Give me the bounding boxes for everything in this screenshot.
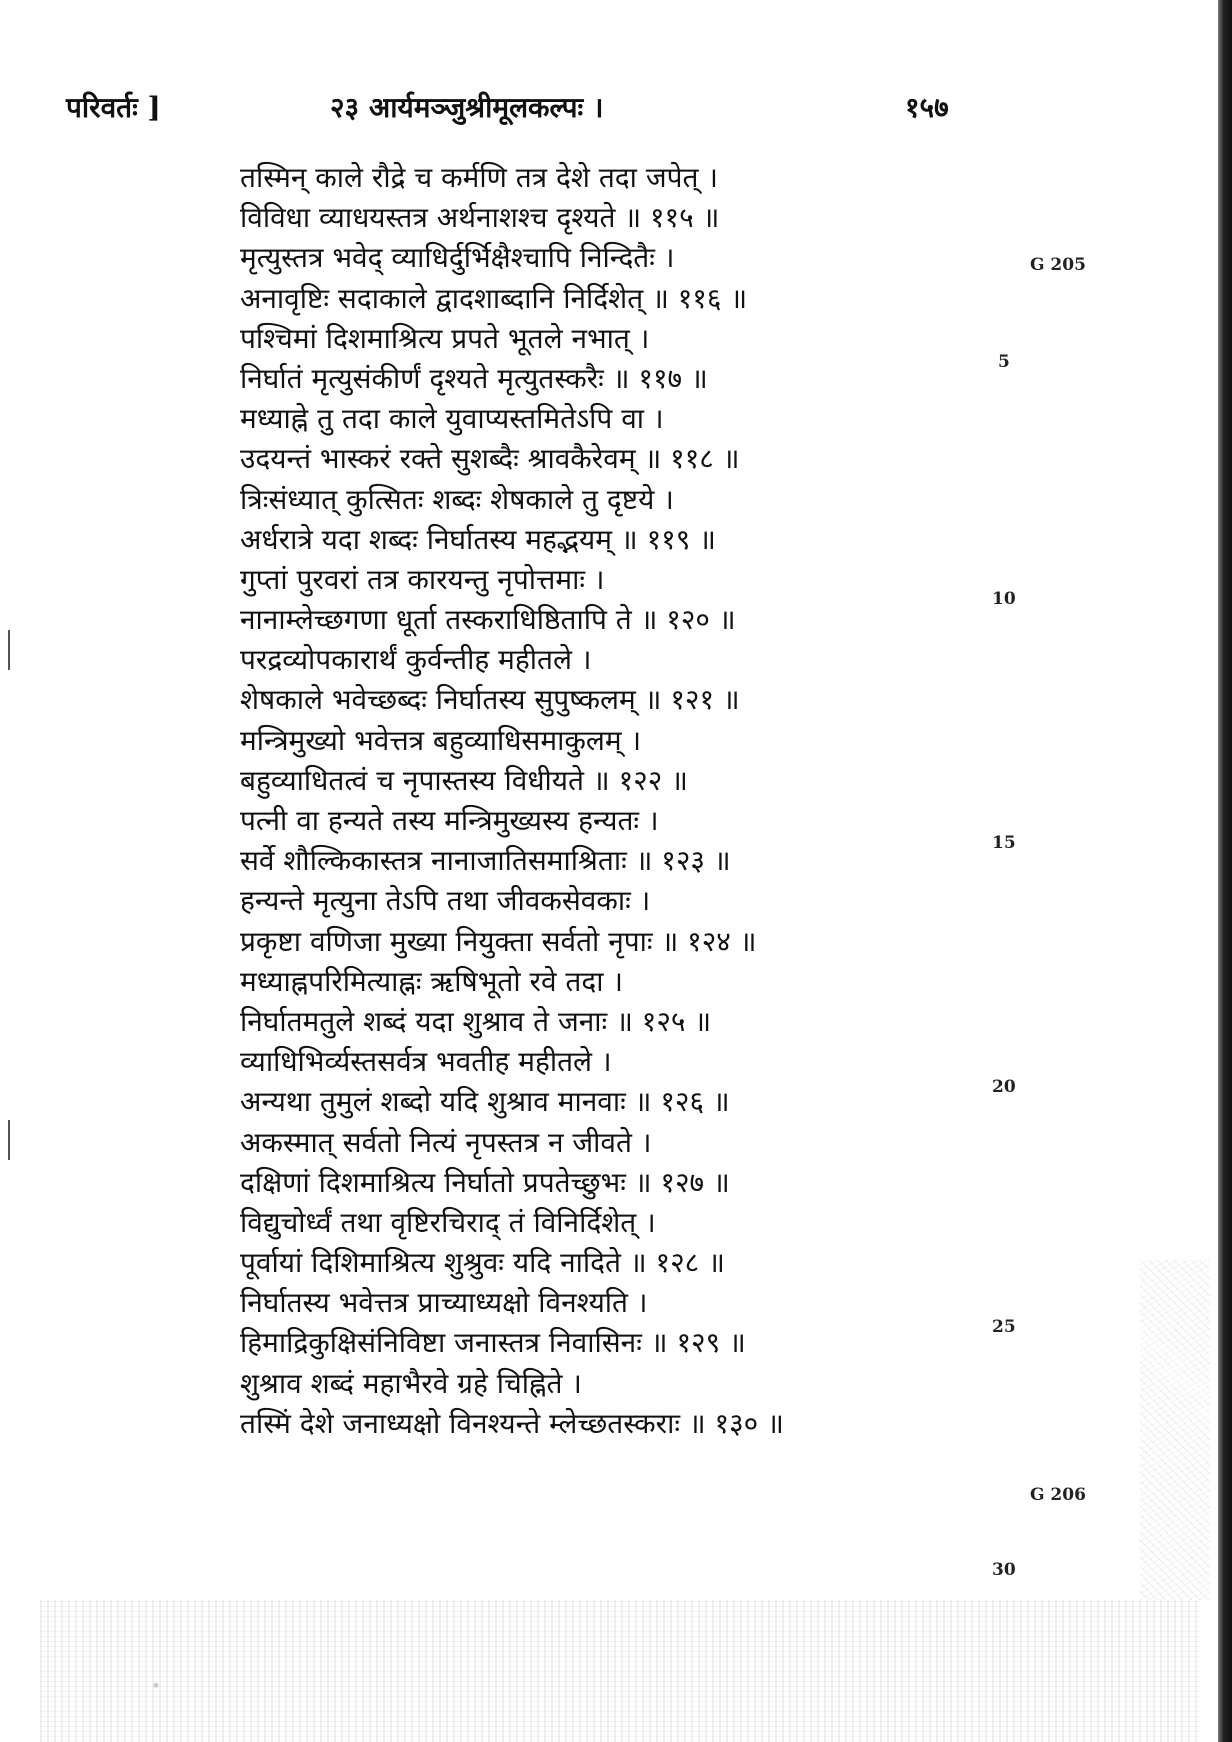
verse-line: तस्मिन् काले रौद्रे च कर्मणि तत्र देशे तदा जपेत् ।: [240, 161, 718, 194]
page-number: १५७: [905, 91, 949, 124]
verse-line: प्रकृष्टा वणिजा मुख्या नियुक्ता सर्वतो नृपाः ॥ १२४ ॥: [240, 924, 757, 958]
verse-line: पश्चिमां दिशमाश्रित्य प्रपते भूतले नभात् ।: [240, 321, 650, 355]
chapter-label: परिवर्तः ]: [66, 91, 161, 124]
verse-line: बहुव्याधितत्वं च नृपास्तस्य विधीयते ॥ १२२ ॥: [240, 763, 688, 797]
verse-line: शेषकाले भवेच्छब्दः निर्घातस्य सुपुष्कलम् ॥ १२१ ॥: [240, 683, 740, 717]
verse-line: विविधा व्याधयस्तत्र अर्थनाशश्च दृश्यते ॥ ११५ ॥: [240, 201, 720, 235]
verse-line: निर्घातं मृत्युसंकीर्णं दृश्यते मृत्युतस्करैः ॥ ११७ ॥: [240, 361, 708, 395]
verse-line: अन्यथा तुमुलं शब्दो यदि शुश्राव मानवाः ॥ १२६ ॥: [240, 1085, 730, 1119]
verse-line: पत्नी वा हन्यते तस्य मन्त्रिमुख्यस्य हन्यतः ।: [240, 804, 659, 837]
verse-line: मध्याह्ने तु तदा काले युवाप्यस्तमितेऽपि वा ।: [240, 402, 664, 436]
verse-line: परद्रव्योपकारार्थं कुर्वन्तीह महीतले ।: [240, 643, 592, 677]
verse-line: उदयन्तं भास्करं रक्ते सुशब्दैः श्रावकैरेवम् ॥ ११८ ॥: [240, 442, 740, 476]
verse-line: तस्मिं देशे जनाध्यक्षो विनश्यन्ते म्लेच्छतस्कराः ॥ १३० ॥: [240, 1406, 784, 1440]
verse-line: अकस्मात् सर्वतो नित्यं नृपस्तत्र न जीवते ।: [240, 1125, 652, 1159]
margin-ref-g206: G 206: [1030, 1485, 1086, 1505]
verse-line: हन्यन्ते मृत्युना तेऽपि तथा जीवकसेवकाः ।: [240, 884, 651, 918]
verse-line: मध्याह्नपरिमित्याह्नः ऋषिभूतो रवे तदा ।: [240, 964, 623, 998]
verse-line: मन्त्रिमुख्यो भवेत्तत्र बहुव्याधिसमाकुलम् ।: [240, 723, 642, 757]
verse-line: त्रिःसंध्यात् कुत्सितः शब्दः शेषकाले तु दृष्टये ।: [240, 482, 674, 516]
verse-line: नानाम्लेच्छगणा धूर्ता तस्कराधिष्ठितापि ते ॥ १२० ॥: [240, 603, 736, 637]
verse-line: निर्घातस्य भवेत्तत्र प्राच्याध्यक्षो विनश्यति ।: [240, 1286, 648, 1320]
verse-line: शुश्राव शब्दं महाभैरवे ग्रहे चिह्निते ।: [240, 1366, 582, 1400]
verse-line: सर्वे शौल्किकास्तत्र नानाजातिसमाश्रिताः ॥ १२३ ॥: [240, 844, 731, 878]
scan-noise: [40, 1600, 1200, 1742]
verse-line: अनावृष्टिः सदाकाले द्वादशाब्दानि निर्दिशेत् ॥ ११६ ॥: [240, 281, 748, 315]
scan-noise: [1140, 1260, 1210, 1600]
verse-line: व्याधिभिर्व्यस्तसर्वत्र भवतीह महीतले ।: [240, 1045, 612, 1079]
verse-line: विद्युचोर्ध्वं तथा वृष्टिरचिराद् तं विनिर्दिशेत् ।: [240, 1205, 656, 1239]
margin-line-20: 20: [992, 1077, 1016, 1097]
verse-line: पूर्वायां दिशिमाश्रित्य शुश्रुवः यदि नादिते ॥ १२८ ॥: [240, 1246, 725, 1280]
verse-line: मृत्युस्तत्र भवेद् व्याधिर्दुर्भिक्षैश्चापि निन्दितैः ।: [240, 241, 675, 275]
verse-line: निर्घातमतुले शब्दं यदा शुश्राव ते जनाः ॥ १२५ ॥: [240, 1004, 712, 1038]
margin-line-15: 15: [992, 833, 1016, 853]
margin-line-25: 25: [992, 1317, 1016, 1337]
running-header: [0, 88, 1232, 128]
verse-line: दक्षिणां दिशमाश्रित्य निर्घातो प्रपतेच्छुभः ॥ १२७ ॥: [240, 1165, 730, 1199]
left-margin-mark: [8, 630, 10, 670]
page-binding-edge: [1218, 0, 1232, 1742]
verse-line: हिमाद्रिकुक्षिसंनिविष्टा जनास्तत्र निवासिनः ॥ १२९ ॥: [240, 1326, 746, 1360]
verse-line: अर्धरात्रे यदा शब्दः निर्घातस्य महद्भयम् ॥ ११९ ॥: [240, 522, 716, 556]
margin-line-10: 10: [992, 589, 1016, 609]
margin-line-30: 30: [992, 1560, 1016, 1580]
verse-line: गुप्तां पुरवरां तत्र कारयन्तु नृपोत्तमाः ।: [240, 562, 605, 596]
margin-line-5: 5: [998, 352, 1010, 372]
margin-ref-g205: G 205: [1030, 255, 1086, 275]
left-margin-mark: [8, 1120, 10, 1160]
book-title: २३ आर्यमञ्जुश्रीमूलकल्पः ।: [330, 91, 604, 124]
verse-block: [240, 158, 920, 1444]
